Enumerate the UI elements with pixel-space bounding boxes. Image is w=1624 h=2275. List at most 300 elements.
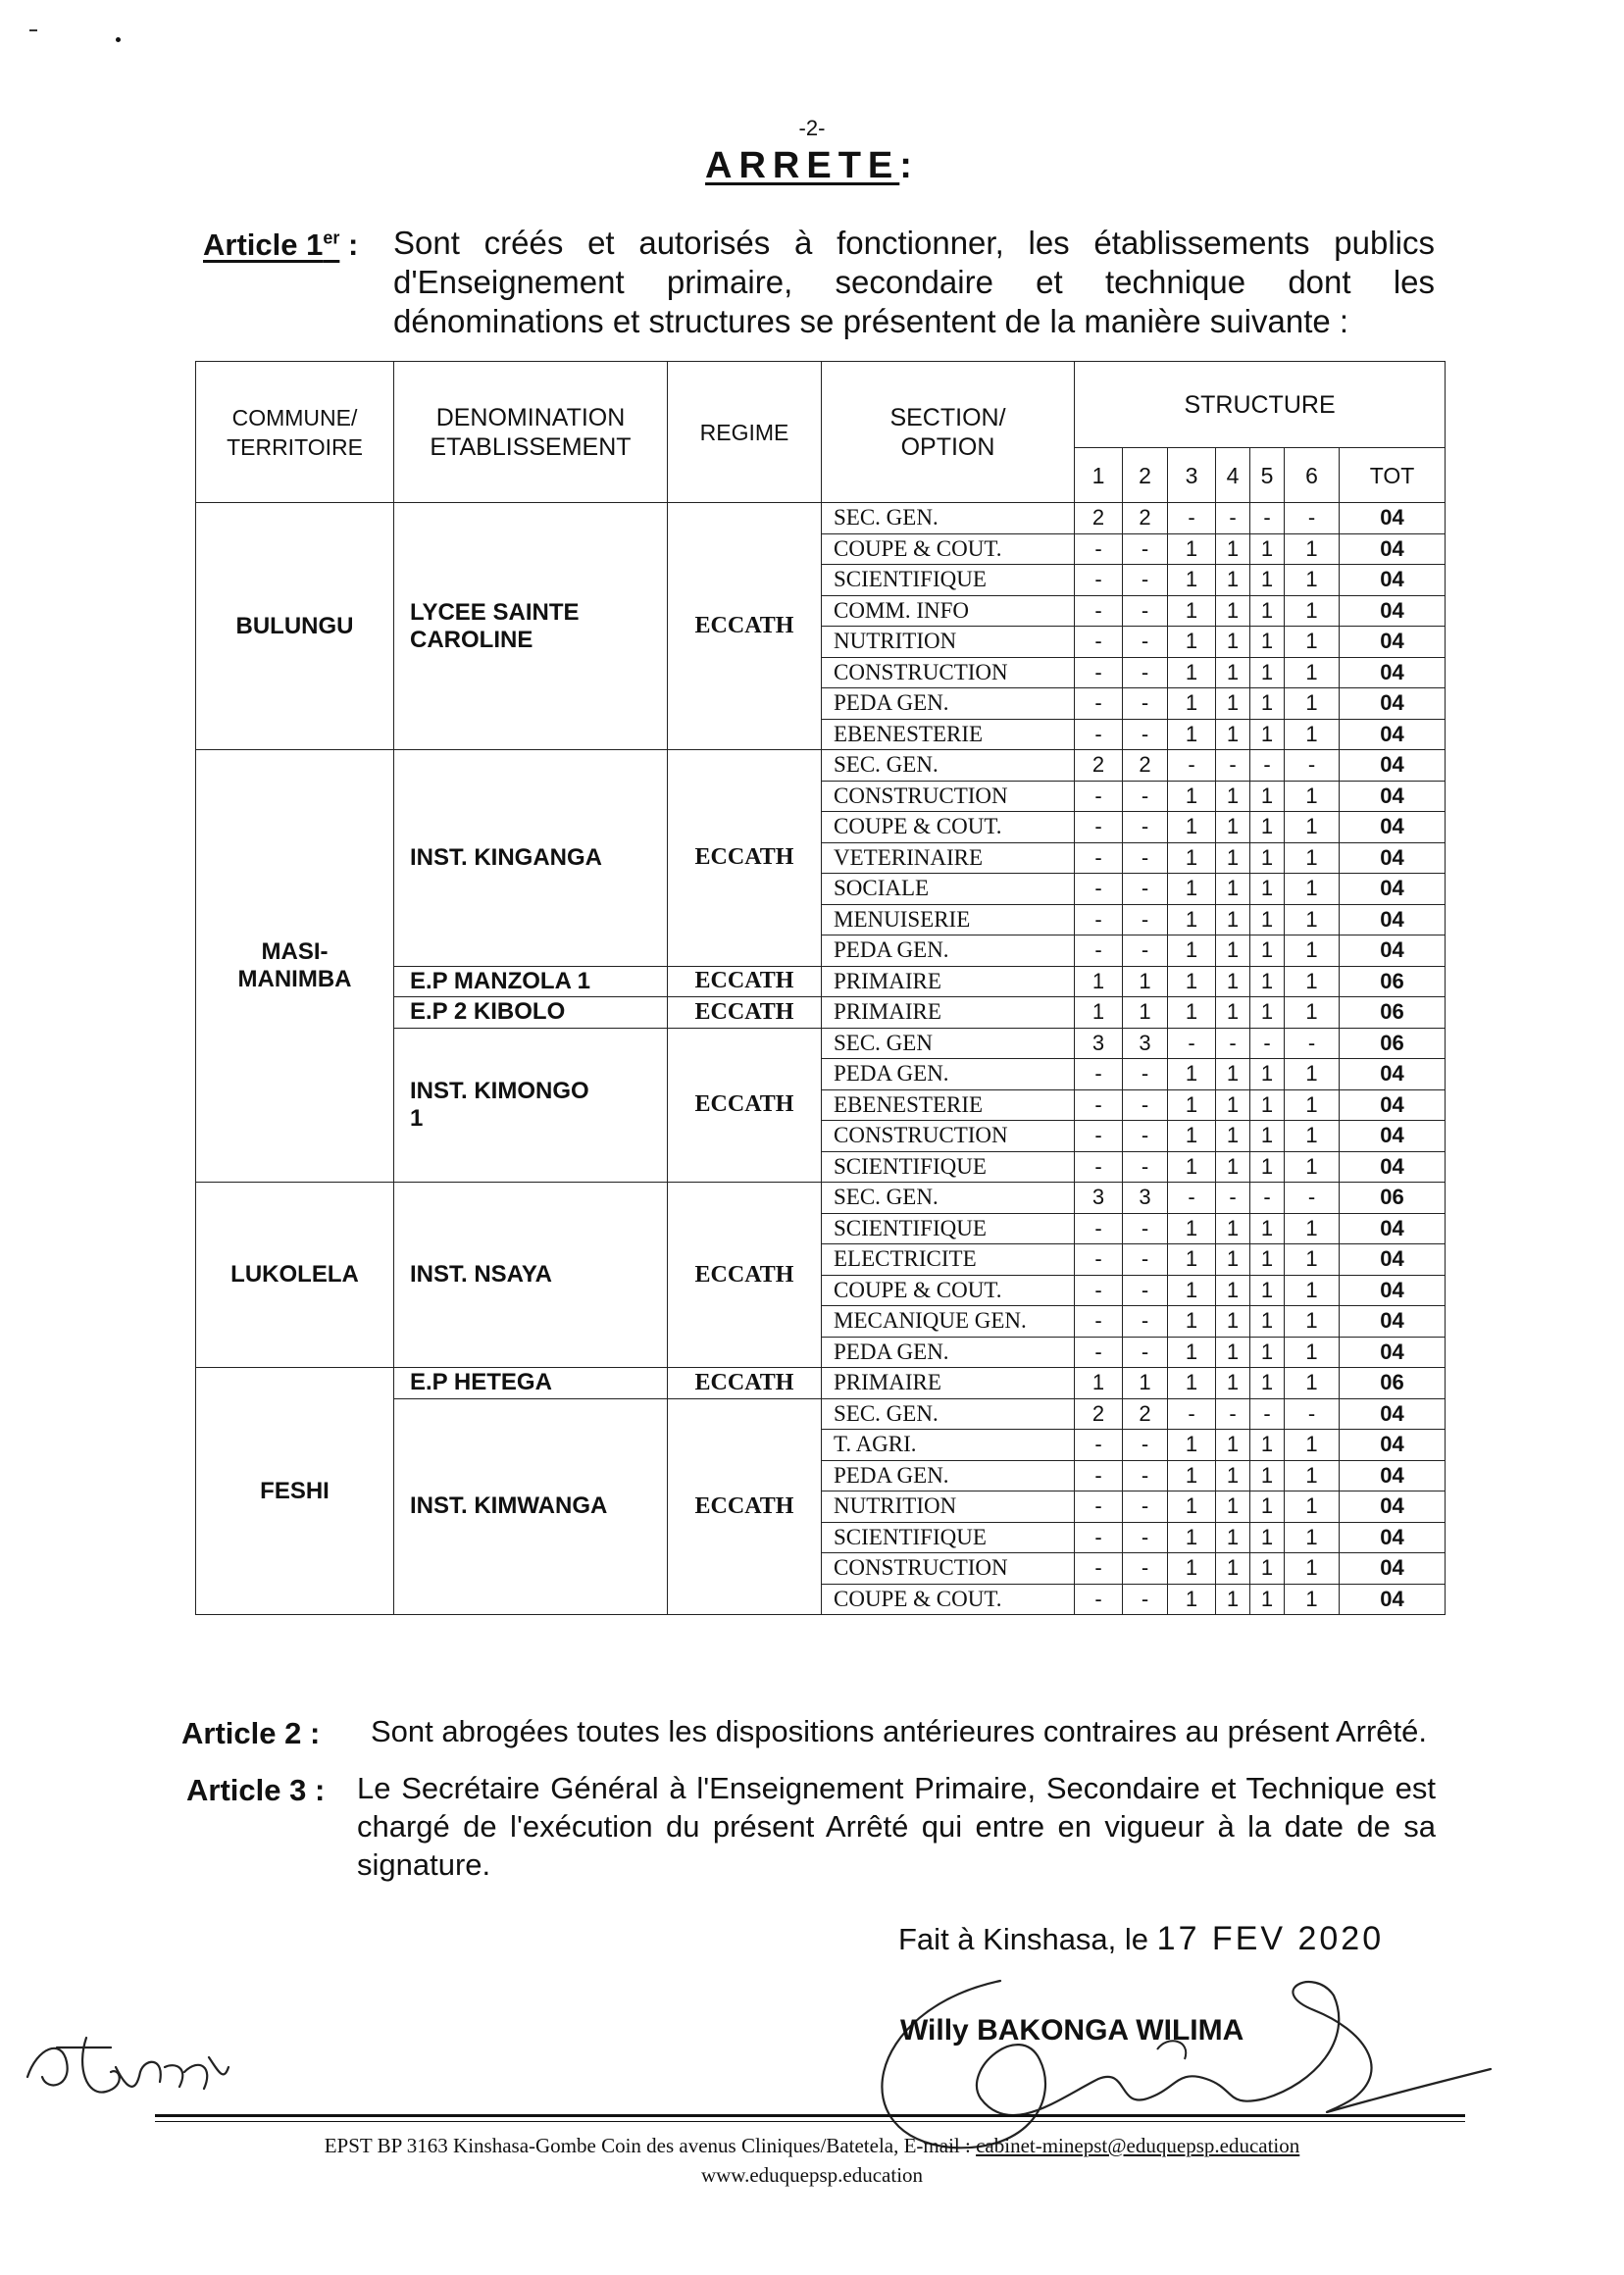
year-6-cell: 1 xyxy=(1285,627,1340,658)
year-3-cell: 1 xyxy=(1168,688,1216,720)
year-2-cell: - xyxy=(1123,533,1168,565)
year-2-cell: 2 xyxy=(1123,750,1168,782)
year-3-cell: 1 xyxy=(1168,595,1216,627)
year-1-cell: - xyxy=(1075,842,1123,874)
year-3-cell: 1 xyxy=(1168,966,1216,997)
section-cell: PEDA GEN. xyxy=(822,935,1075,967)
year-5-cell: 1 xyxy=(1250,874,1285,905)
table-body xyxy=(196,503,1446,1615)
year-1-cell: - xyxy=(1075,627,1123,658)
year-6-cell: 1 xyxy=(1285,1368,1340,1399)
year-5-cell: 1 xyxy=(1250,565,1285,596)
year-4-cell: 1 xyxy=(1216,1121,1250,1152)
year-6-cell: 1 xyxy=(1285,1460,1340,1491)
section-cell: SEC. GEN. xyxy=(822,1183,1075,1214)
year-2-cell: - xyxy=(1123,1059,1168,1090)
tot-cell: 04 xyxy=(1340,1491,1446,1523)
year-6-cell: 1 xyxy=(1285,997,1340,1029)
year-5-cell: 1 xyxy=(1250,997,1285,1029)
year-2-cell: - xyxy=(1123,1553,1168,1585)
year-1-cell: - xyxy=(1075,1089,1123,1121)
tot-cell: 04 xyxy=(1340,1059,1446,1090)
year-4-cell: 1 xyxy=(1216,1337,1250,1368)
year-1-cell: - xyxy=(1075,812,1123,843)
section-cell: CONSTRUCTION xyxy=(822,1553,1075,1585)
regime-cell: ECCATH xyxy=(668,1368,822,1399)
signer-name: Willy BAKONGA WILIMA xyxy=(900,2014,1244,2047)
tot-cell: 04 xyxy=(1340,1089,1446,1121)
header-commune: COMMUNE/ TERRITOIRE xyxy=(196,362,394,503)
year-2-cell: - xyxy=(1123,1584,1168,1615)
header-year-4: 4 xyxy=(1216,448,1250,503)
year-3-cell: 1 xyxy=(1168,1306,1216,1338)
year-3-cell: - xyxy=(1168,1028,1216,1059)
year-6-cell: 1 xyxy=(1285,1491,1340,1523)
year-3-cell: 1 xyxy=(1168,781,1216,812)
year-1-cell: - xyxy=(1075,935,1123,967)
year-2-cell: - xyxy=(1123,1460,1168,1491)
denomination-cell: E.P 2 KIBOLO xyxy=(394,997,668,1029)
tot-cell: 04 xyxy=(1340,750,1446,782)
year-6-cell: 1 xyxy=(1285,935,1340,967)
year-5-cell: 1 xyxy=(1250,1151,1285,1183)
section-cell: SCIENTIFIQUE xyxy=(822,1213,1075,1244)
year-3-cell: - xyxy=(1168,1398,1216,1430)
section-cell: PEDA GEN. xyxy=(822,1460,1075,1491)
year-1-cell: 3 xyxy=(1075,1183,1123,1214)
document-heading xyxy=(0,145,1624,187)
year-1-cell: - xyxy=(1075,1522,1123,1553)
section-cell: CONSTRUCTION xyxy=(822,781,1075,812)
denomination-cell: INST. KIMONGO 1 xyxy=(394,1028,668,1183)
year-5-cell: 1 xyxy=(1250,1121,1285,1152)
year-1-cell: 2 xyxy=(1075,750,1123,782)
year-4-cell: 1 xyxy=(1216,657,1250,688)
year-6-cell: 1 xyxy=(1285,657,1340,688)
year-6-cell: 1 xyxy=(1285,1121,1340,1152)
year-2-cell: - xyxy=(1123,1121,1168,1152)
year-1-cell: - xyxy=(1075,1306,1123,1338)
section-cell: COUPE & COUT. xyxy=(822,533,1075,565)
year-2-cell: - xyxy=(1123,1430,1168,1461)
year-3-cell: 1 xyxy=(1168,1337,1216,1368)
denomination-cell: INST. NSAYA xyxy=(394,1183,668,1368)
initials-scribble xyxy=(18,2028,243,2106)
tot-cell: 04 xyxy=(1340,1244,1446,1276)
year-4-cell: 1 xyxy=(1216,1491,1250,1523)
year-4-cell: 1 xyxy=(1216,842,1250,874)
year-4-cell: 1 xyxy=(1216,595,1250,627)
year-3-cell: 1 xyxy=(1168,1213,1216,1244)
year-4-cell: - xyxy=(1216,1028,1250,1059)
section-cell: SEC. GEN xyxy=(822,1028,1075,1059)
year-6-cell: 1 xyxy=(1285,1059,1340,1090)
year-5-cell: 1 xyxy=(1250,688,1285,720)
year-2-cell: - xyxy=(1123,1337,1168,1368)
year-5-cell: 1 xyxy=(1250,1244,1285,1276)
year-2-cell: - xyxy=(1123,1151,1168,1183)
year-4-cell: - xyxy=(1216,503,1250,534)
year-6-cell: 1 xyxy=(1285,1522,1340,1553)
year-1-cell: - xyxy=(1075,657,1123,688)
scan-speck xyxy=(116,37,121,42)
year-6-cell: 1 xyxy=(1285,1430,1340,1461)
year-6-cell: - xyxy=(1285,1028,1340,1059)
footer-email[interactable]: cabinet-minepst@eduquepsp.education xyxy=(976,2134,1300,2157)
header-regime: REGIME xyxy=(668,362,822,503)
commune-cell: BULUNGU xyxy=(196,503,394,750)
year-2-cell: 2 xyxy=(1123,503,1168,534)
year-3-cell: 1 xyxy=(1168,1151,1216,1183)
year-5-cell: 1 xyxy=(1250,719,1285,750)
year-4-cell: 1 xyxy=(1216,1059,1250,1090)
section-cell: SCIENTIFIQUE xyxy=(822,1522,1075,1553)
year-3-cell: - xyxy=(1168,1183,1216,1214)
year-1-cell: - xyxy=(1075,904,1123,935)
year-4-cell: 1 xyxy=(1216,781,1250,812)
tot-cell: 04 xyxy=(1340,1213,1446,1244)
year-6-cell: 1 xyxy=(1285,874,1340,905)
year-3-cell: 1 xyxy=(1168,935,1216,967)
section-cell: PRIMAIRE xyxy=(822,997,1075,1029)
year-4-cell: 1 xyxy=(1216,1522,1250,1553)
section-cell: MECANIQUE GEN. xyxy=(822,1306,1075,1338)
year-1-cell: 2 xyxy=(1075,503,1123,534)
tot-cell: 06 xyxy=(1340,997,1446,1029)
denomination-cell: INST. KIMWANGA xyxy=(394,1398,668,1615)
tot-cell: 04 xyxy=(1340,812,1446,843)
header-year-1: 1 xyxy=(1075,448,1123,503)
year-5-cell: 1 xyxy=(1250,935,1285,967)
section-cell: SCIENTIFIQUE xyxy=(822,565,1075,596)
year-4-cell: 1 xyxy=(1216,627,1250,658)
year-4-cell: 1 xyxy=(1216,812,1250,843)
header-denomination: DENOMINATION ETABLISSEMENT xyxy=(394,362,668,503)
regime-cell: ECCATH xyxy=(668,1398,822,1615)
denomination-cell: INST. KINGANGA xyxy=(394,750,668,967)
tot-cell: 04 xyxy=(1340,657,1446,688)
year-6-cell: 1 xyxy=(1285,688,1340,720)
section-cell: SEC. GEN. xyxy=(822,503,1075,534)
tot-cell: 04 xyxy=(1340,904,1446,935)
regime-cell: ECCATH xyxy=(668,966,822,997)
year-6-cell: 1 xyxy=(1285,719,1340,750)
year-6-cell: 1 xyxy=(1285,842,1340,874)
year-3-cell: 1 xyxy=(1168,904,1216,935)
year-4-cell: 1 xyxy=(1216,533,1250,565)
tot-cell: 04 xyxy=(1340,719,1446,750)
year-6-cell: - xyxy=(1285,1183,1340,1214)
establishments-table xyxy=(195,361,1446,1615)
year-2-cell: 1 xyxy=(1123,966,1168,997)
article2-label: Article 2 : xyxy=(181,1716,321,1750)
year-3-cell: 1 xyxy=(1168,1121,1216,1152)
year-3-cell: 1 xyxy=(1168,874,1216,905)
tot-cell: 04 xyxy=(1340,1584,1446,1615)
regime-cell: ECCATH xyxy=(668,1028,822,1183)
tot-cell: 04 xyxy=(1340,1460,1446,1491)
year-4-cell: - xyxy=(1216,750,1250,782)
tot-cell: 04 xyxy=(1340,627,1446,658)
year-5-cell: 1 xyxy=(1250,1275,1285,1306)
heading-text: ARRETE xyxy=(705,145,900,186)
year-3-cell: 1 xyxy=(1168,1275,1216,1306)
year-2-cell: - xyxy=(1123,935,1168,967)
year-4-cell: 1 xyxy=(1216,719,1250,750)
year-6-cell: 1 xyxy=(1285,1244,1340,1276)
year-5-cell: 1 xyxy=(1250,904,1285,935)
year-2-cell: - xyxy=(1123,1522,1168,1553)
page-number: -2- xyxy=(798,116,826,140)
year-6-cell: 1 xyxy=(1285,1337,1340,1368)
year-1-cell: - xyxy=(1075,533,1123,565)
year-2-cell: - xyxy=(1123,1306,1168,1338)
year-1-cell: - xyxy=(1075,1491,1123,1523)
tot-cell: 04 xyxy=(1340,1553,1446,1585)
section-cell: COUPE & COUT. xyxy=(822,1584,1075,1615)
year-5-cell: 1 xyxy=(1250,627,1285,658)
year-4-cell: 1 xyxy=(1216,1460,1250,1491)
year-1-cell: - xyxy=(1075,1151,1123,1183)
signature-date: 17 FEV 2020 xyxy=(1156,1920,1385,1957)
commune-cell: FESHI xyxy=(196,1368,394,1615)
year-1-cell: - xyxy=(1075,719,1123,750)
year-6-cell: 1 xyxy=(1285,565,1340,596)
section-cell: ELECTRICITE xyxy=(822,1244,1075,1276)
tot-cell: 04 xyxy=(1340,533,1446,565)
year-5-cell: 1 xyxy=(1250,781,1285,812)
commune-cell: MASI-MANIMBA xyxy=(196,750,394,1183)
tot-cell: 04 xyxy=(1340,595,1446,627)
year-6-cell: 1 xyxy=(1285,1306,1340,1338)
year-1-cell: - xyxy=(1075,1460,1123,1491)
year-4-cell: - xyxy=(1216,1183,1250,1214)
year-5-cell: - xyxy=(1250,503,1285,534)
year-5-cell: 1 xyxy=(1250,1522,1285,1553)
tot-cell: 04 xyxy=(1340,1522,1446,1553)
section-cell: PRIMAIRE xyxy=(822,1368,1075,1399)
tot-cell: 04 xyxy=(1340,1151,1446,1183)
tot-cell: 06 xyxy=(1340,966,1446,997)
year-1-cell: - xyxy=(1075,1337,1123,1368)
year-1-cell: - xyxy=(1075,1430,1123,1461)
year-6-cell: 1 xyxy=(1285,595,1340,627)
year-4-cell: 1 xyxy=(1216,904,1250,935)
year-2-cell: - xyxy=(1123,874,1168,905)
footer-address: EPST BP 3163 Kinshasa-Gombe Coin des avenus Cliniques/Batetela, E-mail : cabinet-minepst@eduquepsp.education xyxy=(324,2134,1300,2157)
section-cell: COUPE & COUT. xyxy=(822,812,1075,843)
year-6-cell: 1 xyxy=(1285,533,1340,565)
year-2-cell: - xyxy=(1123,904,1168,935)
year-2-cell: - xyxy=(1123,595,1168,627)
year-3-cell: 1 xyxy=(1168,657,1216,688)
year-5-cell: - xyxy=(1250,750,1285,782)
year-2-cell: - xyxy=(1123,627,1168,658)
year-2-cell: 3 xyxy=(1123,1183,1168,1214)
year-1-cell: - xyxy=(1075,1244,1123,1276)
year-2-cell: 3 xyxy=(1123,1028,1168,1059)
year-3-cell: 1 xyxy=(1168,1244,1216,1276)
section-cell: PEDA GEN. xyxy=(822,688,1075,720)
tot-cell: 04 xyxy=(1340,688,1446,720)
denomination-cell: LYCEE SAINTE CAROLINE xyxy=(394,503,668,750)
section-cell: MENUISERIE xyxy=(822,904,1075,935)
year-5-cell: 1 xyxy=(1250,1306,1285,1338)
table-row xyxy=(196,750,1446,782)
year-5-cell: 1 xyxy=(1250,533,1285,565)
year-2-cell: 2 xyxy=(1123,1398,1168,1430)
year-2-cell: - xyxy=(1123,1275,1168,1306)
year-1-cell: 3 xyxy=(1075,1028,1123,1059)
year-1-cell: - xyxy=(1075,595,1123,627)
year-5-cell: 1 xyxy=(1250,1584,1285,1615)
year-5-cell: - xyxy=(1250,1398,1285,1430)
year-5-cell: 1 xyxy=(1250,595,1285,627)
year-4-cell: 1 xyxy=(1216,1275,1250,1306)
header-structure: STRUCTURE xyxy=(1075,362,1446,448)
year-3-cell: 1 xyxy=(1168,719,1216,750)
header-year-5: 5 xyxy=(1250,448,1285,503)
year-5-cell: 1 xyxy=(1250,657,1285,688)
year-3-cell: 1 xyxy=(1168,1460,1216,1491)
year-3-cell: 1 xyxy=(1168,842,1216,874)
year-1-cell: - xyxy=(1075,1059,1123,1090)
year-3-cell: 1 xyxy=(1168,1491,1216,1523)
article1-text: Sont créés et autorisés à fonctionner, les établissements publics d'Enseignement primaire, secondaire et technique dont les dénominations et structures se présentent de la manière suivante : xyxy=(393,225,1435,339)
year-2-cell: - xyxy=(1123,657,1168,688)
year-4-cell: 1 xyxy=(1216,1244,1250,1276)
year-2-cell: 1 xyxy=(1123,997,1168,1029)
year-1-cell: - xyxy=(1075,688,1123,720)
tot-cell: 04 xyxy=(1340,1430,1446,1461)
header-year-3: 3 xyxy=(1168,448,1216,503)
year-2-cell: - xyxy=(1123,842,1168,874)
year-5-cell: - xyxy=(1250,1183,1285,1214)
year-5-cell: 1 xyxy=(1250,1213,1285,1244)
year-4-cell: 1 xyxy=(1216,565,1250,596)
section-cell: CONSTRUCTION xyxy=(822,1121,1075,1152)
section-cell: CONSTRUCTION xyxy=(822,657,1075,688)
year-1-cell: - xyxy=(1075,874,1123,905)
section-cell: PEDA GEN. xyxy=(822,1337,1075,1368)
tot-cell: 06 xyxy=(1340,1028,1446,1059)
year-6-cell: 1 xyxy=(1285,1553,1340,1585)
year-5-cell: 1 xyxy=(1250,1460,1285,1491)
section-cell: T. AGRI. xyxy=(822,1430,1075,1461)
section-cell: PEDA GEN. xyxy=(822,1059,1075,1090)
year-3-cell: 1 xyxy=(1168,997,1216,1029)
section-cell: NUTRITION xyxy=(822,1491,1075,1523)
year-5-cell: 1 xyxy=(1250,1430,1285,1461)
tot-cell: 04 xyxy=(1340,874,1446,905)
year-6-cell: - xyxy=(1285,503,1340,534)
year-3-cell: 1 xyxy=(1168,1584,1216,1615)
footer-website[interactable]: www.eduquepsp.education xyxy=(700,2163,924,2187)
section-cell: VETERINAIRE xyxy=(822,842,1075,874)
year-6-cell: 1 xyxy=(1285,812,1340,843)
year-5-cell: 1 xyxy=(1250,966,1285,997)
year-3-cell: - xyxy=(1168,750,1216,782)
section-cell: SEC. GEN. xyxy=(822,750,1075,782)
year-6-cell: - xyxy=(1285,1398,1340,1430)
year-3-cell: 1 xyxy=(1168,812,1216,843)
year-4-cell: 1 xyxy=(1216,1430,1250,1461)
year-4-cell: 1 xyxy=(1216,1584,1250,1615)
year-2-cell: - xyxy=(1123,812,1168,843)
year-3-cell: 1 xyxy=(1168,1553,1216,1585)
tot-cell: 04 xyxy=(1340,1306,1446,1338)
section-cell: COMM. INFO xyxy=(822,595,1075,627)
header-year-2: 2 xyxy=(1123,448,1168,503)
year-3-cell: 1 xyxy=(1168,565,1216,596)
year-2-cell: - xyxy=(1123,1244,1168,1276)
footer-rule xyxy=(155,2114,1465,2117)
tot-cell: 04 xyxy=(1340,1121,1446,1152)
year-6-cell: 1 xyxy=(1285,1584,1340,1615)
commune-cell: LUKOLELA xyxy=(196,1183,394,1368)
heading-suffix: : xyxy=(899,145,919,186)
table-row xyxy=(196,1368,1446,1399)
year-4-cell: 1 xyxy=(1216,688,1250,720)
year-4-cell: - xyxy=(1216,1398,1250,1430)
year-1-cell: 1 xyxy=(1075,997,1123,1029)
year-2-cell: - xyxy=(1123,688,1168,720)
tot-cell: 04 xyxy=(1340,503,1446,534)
regime-cell: ECCATH xyxy=(668,1183,822,1368)
section-cell: EBENESTERIE xyxy=(822,719,1075,750)
year-2-cell: 1 xyxy=(1123,1368,1168,1399)
year-3-cell: 1 xyxy=(1168,1368,1216,1399)
year-3-cell: - xyxy=(1168,503,1216,534)
table-row xyxy=(196,503,1446,534)
section-cell: COUPE & COUT. xyxy=(822,1275,1075,1306)
year-2-cell: - xyxy=(1123,565,1168,596)
tot-cell: 06 xyxy=(1340,1368,1446,1399)
regime-cell: ECCATH xyxy=(668,503,822,750)
tot-cell: 04 xyxy=(1340,781,1446,812)
year-2-cell: - xyxy=(1123,1213,1168,1244)
regime-cell: ECCATH xyxy=(668,997,822,1029)
article3-text: Le Secrétaire Général à l'Enseignement Primaire, Secondaire et Technique est chargé de l'exécution du présent Arrêté qui entre en vigueur à la date de sa signature. xyxy=(357,1771,1436,1882)
article2-text: Sont abrogées toutes les dispositions antérieures contraires au présent Arrêté. xyxy=(371,1714,1428,1748)
year-6-cell: 1 xyxy=(1285,966,1340,997)
year-1-cell: - xyxy=(1075,565,1123,596)
denomination-cell: E.P HETEGA xyxy=(394,1368,668,1399)
year-2-cell: - xyxy=(1123,1089,1168,1121)
tot-cell: 04 xyxy=(1340,1398,1446,1430)
tot-cell: 04 xyxy=(1340,842,1446,874)
section-cell: EBENESTERIE xyxy=(822,1089,1075,1121)
year-6-cell: 1 xyxy=(1285,1275,1340,1306)
year-5-cell: 1 xyxy=(1250,1491,1285,1523)
table-row xyxy=(196,1183,1446,1214)
tot-cell: 04 xyxy=(1340,565,1446,596)
year-1-cell: - xyxy=(1075,1553,1123,1585)
year-1-cell: - xyxy=(1075,1275,1123,1306)
year-4-cell: 1 xyxy=(1216,1368,1250,1399)
year-1-cell: - xyxy=(1075,1584,1123,1615)
year-3-cell: 1 xyxy=(1168,1059,1216,1090)
year-4-cell: 1 xyxy=(1216,1213,1250,1244)
year-4-cell: 1 xyxy=(1216,1306,1250,1338)
section-cell: SEC. GEN. xyxy=(822,1398,1075,1430)
article3-label: Article 3 : xyxy=(186,1773,326,1807)
section-cell: SOCIALE xyxy=(822,874,1075,905)
year-1-cell: 1 xyxy=(1075,966,1123,997)
year-6-cell: 1 xyxy=(1285,904,1340,935)
article1-label: Article 1er : xyxy=(203,228,359,262)
year-6-cell: 1 xyxy=(1285,1089,1340,1121)
